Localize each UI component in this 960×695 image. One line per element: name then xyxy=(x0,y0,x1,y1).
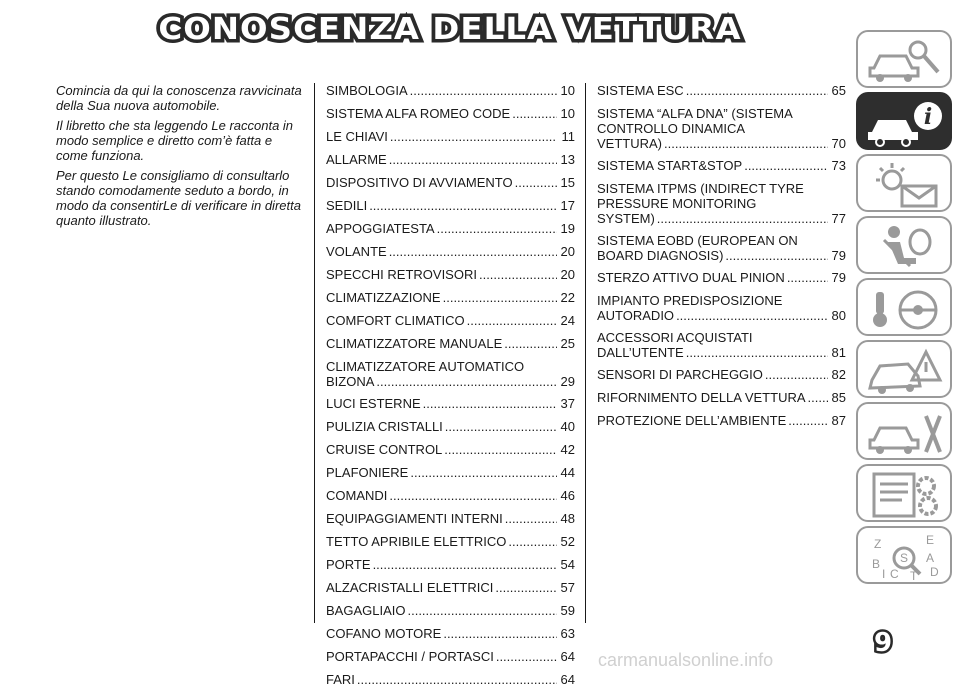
toc-page-number: 29 xyxy=(560,374,575,389)
toc-entry[interactable] xyxy=(597,293,846,323)
toc-leader-dots xyxy=(407,603,557,618)
toc-page-number: 73 xyxy=(831,158,846,173)
toc-entry-title: PROTEZIONE DELL’AMBIENTE xyxy=(597,413,787,428)
toc-leader-dots xyxy=(376,374,557,389)
toc-entry-title: COMANDI xyxy=(326,488,388,503)
emergency-car-icon xyxy=(866,346,946,396)
toc-entry-title: VETTURA) xyxy=(597,136,662,151)
toc-entry[interactable] xyxy=(326,465,575,480)
key-steering-wheel-icon xyxy=(866,284,946,334)
toc-page-number: 17 xyxy=(560,198,575,213)
toc-page-number: 24 xyxy=(560,313,575,328)
toc-page-number: 48 xyxy=(560,511,575,526)
index-letter: A xyxy=(926,551,935,565)
toc-entry-title: COMFORT CLIMATICO xyxy=(326,313,465,328)
toc-entry[interactable] xyxy=(597,106,846,151)
toc-entry-title: RIFORNIMENTO DELLA VETTURA xyxy=(597,390,806,405)
toc-page-number: 64 xyxy=(560,672,575,687)
index-letter: D xyxy=(930,565,939,579)
toc-leader-dots xyxy=(410,83,557,98)
toc-leader-dots xyxy=(808,390,828,405)
toc-entry[interactable] xyxy=(326,336,575,351)
toc-entry-title: DISPOSITIVO DI AVVIAMENTO xyxy=(326,175,513,190)
toc-page-number: 44 xyxy=(560,465,575,480)
toc-page-number: 54 xyxy=(560,557,575,572)
toc-entry-title: SEDILI xyxy=(326,198,368,213)
tab-index[interactable] xyxy=(856,526,952,584)
toc-entry[interactable] xyxy=(326,626,575,641)
warning-lights-icon xyxy=(866,160,946,210)
airbag-seat-icon xyxy=(866,222,946,272)
toc-entry-title: PORTAPACCHI / PORTASCI xyxy=(326,649,494,664)
toc-entry[interactable] xyxy=(326,603,575,618)
toc-entry-title: CLIMATIZZAZIONE xyxy=(326,290,441,305)
toc-page-number: 20 xyxy=(560,267,575,282)
index-letters-icon xyxy=(866,532,946,582)
toc-page-number: 59 xyxy=(560,603,575,618)
toc-page-number: 20 xyxy=(560,244,575,259)
toc-page-number: 70 xyxy=(831,136,846,151)
toc-entry-title: SPECCHI RETROVISORI xyxy=(326,267,477,282)
toc-leader-dots xyxy=(444,442,557,457)
toc-entry[interactable] xyxy=(326,649,575,664)
toc-entry-title: CONTROLLO DINAMICA xyxy=(597,121,746,136)
toc-page-number: 46 xyxy=(560,488,575,503)
toc-leader-dots xyxy=(512,106,557,121)
specs-gear-icon xyxy=(866,470,946,520)
toc-entry-title: PULIZIA CRISTALLI xyxy=(326,419,443,434)
toc-leader-dots xyxy=(496,649,557,664)
toc-entry[interactable] xyxy=(326,511,575,526)
toc-leader-dots xyxy=(725,248,828,263)
column-divider xyxy=(314,83,315,623)
toc-leader-dots xyxy=(437,221,557,236)
toc-column-2 xyxy=(597,83,846,436)
tab-maintenance[interactable] xyxy=(856,402,952,460)
toc-leader-dots xyxy=(664,136,828,151)
toc-page-number: 19 xyxy=(560,221,575,236)
toc-entry[interactable] xyxy=(597,233,846,263)
toc-leader-dots xyxy=(423,396,557,411)
toc-entry-title: BIZONA xyxy=(326,374,375,389)
toc-leader-dots xyxy=(495,580,557,595)
toc-entry-title: BAGAGLIAIO xyxy=(326,603,406,618)
toc-entry[interactable] xyxy=(326,198,575,213)
toc-entry[interactable] xyxy=(326,313,575,328)
toc-entry-title: SISTEMA START&STOP xyxy=(597,158,743,173)
toc-entry-title: FARI xyxy=(326,672,355,687)
toc-page-number: 10 xyxy=(560,106,575,121)
toc-entry-title: IMPIANTO PREDISPOSIZIONE xyxy=(597,293,783,308)
page-number: 9 xyxy=(874,628,893,658)
toc-leader-dots xyxy=(369,198,557,213)
car-info-icon xyxy=(866,98,946,148)
tab-car-info[interactable] xyxy=(856,92,952,150)
toc-page-number: 13 xyxy=(560,152,575,167)
toc-entry-title: DALL’UTENTE xyxy=(597,345,684,360)
toc-page-number: 22 xyxy=(560,290,575,305)
toc-entry-title: COFANO MOTORE xyxy=(326,626,442,641)
column-divider xyxy=(585,83,586,623)
toc-leader-dots xyxy=(390,129,557,144)
toc-entry-title: SENSORI DI PARCHEGGIO xyxy=(597,367,763,382)
toc-page-number: 57 xyxy=(560,580,575,595)
toc-entry[interactable] xyxy=(326,359,575,389)
toc-leader-dots xyxy=(505,511,557,526)
toc-page-number: 10 xyxy=(560,83,575,98)
toc-page-number: 64 xyxy=(560,649,575,664)
toc-entry-title: TETTO APRIBILE ELETTRICO xyxy=(326,534,507,549)
toc-entry[interactable] xyxy=(597,83,846,98)
toc-entry[interactable] xyxy=(326,488,575,503)
index-letter: Z xyxy=(874,537,882,551)
tab-car-controls[interactable] xyxy=(856,30,952,88)
toc-leader-dots xyxy=(686,345,828,360)
toc-page-number: 65 xyxy=(831,83,846,98)
index-letter: T xyxy=(910,569,918,582)
intro-text xyxy=(56,83,306,233)
toc-entry[interactable] xyxy=(326,557,575,572)
toc-leader-dots xyxy=(410,465,557,480)
toc-leader-dots xyxy=(504,336,557,351)
toc-entry[interactable] xyxy=(326,290,575,305)
toc-leader-dots xyxy=(788,413,828,428)
toc-entry[interactable] xyxy=(326,396,575,411)
index-letter: C xyxy=(890,567,899,581)
toc-entry-title: BOARD DIAGNOSIS) xyxy=(597,248,724,263)
toc-page-number: 77 xyxy=(831,211,846,226)
toc-entry[interactable] xyxy=(326,83,575,98)
tab-warning-lights[interactable] xyxy=(856,154,952,212)
toc-page-number: 81 xyxy=(831,345,846,360)
toc-entry-title: CLIMATIZZATORE MANUALE xyxy=(326,336,503,351)
toc-entry[interactable] xyxy=(326,580,575,595)
toc-entry-title: LUCI ESTERNE xyxy=(326,396,421,411)
tab-emergency[interactable] xyxy=(856,340,952,398)
car-service-icon xyxy=(866,408,946,458)
toc-page-number: 82 xyxy=(831,367,846,382)
toc-entry-title: SISTEMA EOBD (EUROPEAN ON xyxy=(597,233,798,248)
toc-entry[interactable] xyxy=(597,390,846,405)
toc-page-number: 80 xyxy=(831,308,846,323)
toc-leader-dots xyxy=(445,419,557,434)
tab-starting-driving[interactable] xyxy=(856,278,952,336)
toc-leader-dots xyxy=(787,270,828,285)
toc-page-number: 40 xyxy=(560,419,575,434)
toc-page-number: 87 xyxy=(831,413,846,428)
intro-paragraph: Il libretto che sta leggendo Le racconta in modo semplice e diretto com’è fatta e come funziona. xyxy=(56,118,294,163)
toc-entry-title: PLAFONIERE xyxy=(326,465,409,480)
toc-leader-dots xyxy=(765,367,828,382)
tab-safety[interactable] xyxy=(856,216,952,274)
toc-entry-title: PRESSURE MONITORING xyxy=(597,196,757,211)
chapter-tabs xyxy=(856,30,960,588)
toc-page-number: 52 xyxy=(560,534,575,549)
index-letter: I xyxy=(882,567,886,581)
toc-entry[interactable] xyxy=(597,330,846,360)
toc-entry[interactable] xyxy=(326,106,575,121)
toc-leader-dots xyxy=(467,313,557,328)
toc-entry[interactable] xyxy=(326,672,575,687)
toc-leader-dots xyxy=(508,534,557,549)
toc-leader-dots xyxy=(373,557,557,572)
toc-leader-dots xyxy=(479,267,557,282)
toc-leader-dots xyxy=(443,290,557,305)
toc-entry-title: SYSTEM) xyxy=(597,211,655,226)
toc-entry[interactable] xyxy=(326,175,575,190)
toc-leader-dots xyxy=(676,308,828,323)
svg-text:i: i xyxy=(923,104,933,130)
toc-entry[interactable] xyxy=(597,270,846,285)
toc-entry[interactable] xyxy=(597,413,846,428)
toc-entry-title: ALZACRISTALLI ELETTRICI xyxy=(326,580,494,595)
intro-paragraph: Per questo Le consigliamo di consultarlo stando comodamente seduto a bordo, in modo da consentirLe di verificare in diretta quanto illustrato. xyxy=(56,168,301,228)
toc-entry-title: PORTE xyxy=(326,557,371,572)
toc-entry-title: SISTEMA ITPMS (INDIRECT TYRE xyxy=(597,181,804,196)
toc-entry[interactable] xyxy=(597,181,846,226)
toc-entry[interactable] xyxy=(326,419,575,434)
toc-page-number: 79 xyxy=(831,248,846,263)
toc-entry-title: STERZO ATTIVO DUAL PINION xyxy=(597,270,785,285)
toc-entry[interactable] xyxy=(326,267,575,282)
toc-entry-title: SIMBOLOGIA xyxy=(326,83,408,98)
toc-entry-title: SISTEMA ESC xyxy=(597,83,684,98)
toc-leader-dots xyxy=(443,626,557,641)
toc-entry-title: ALLARME xyxy=(326,152,387,167)
watermark: carmanualsonline.info xyxy=(598,650,774,670)
toc-entry-title: SISTEMA ALFA ROMEO CODE xyxy=(326,106,511,121)
toc-page-number: 63 xyxy=(560,626,575,641)
toc-leader-dots xyxy=(357,672,557,687)
toc-column-1 xyxy=(326,83,575,695)
toc-leader-dots xyxy=(389,244,557,259)
toc-entry-title: CRUISE CONTROL xyxy=(326,442,443,457)
toc-entry-title: EQUIPAGGIAMENTI INTERNI xyxy=(326,511,503,526)
toc-page-number: 79 xyxy=(831,270,846,285)
index-letter: B xyxy=(872,557,881,571)
toc-leader-dots xyxy=(686,83,828,98)
toc-entry-title: APPOGGIATESTA xyxy=(326,221,435,236)
toc-entry-title: AUTORADIO xyxy=(597,308,675,323)
toc-leader-dots xyxy=(515,175,557,190)
toc-leader-dots xyxy=(389,488,557,503)
toc-page-number: 42 xyxy=(560,442,575,457)
intro-paragraph: Comincia da qui la conoscenza ravvicinata della Sua nuova automobile. xyxy=(56,83,302,113)
toc-entry[interactable] xyxy=(326,244,575,259)
toc-entry-title: VOLANTE xyxy=(326,244,387,259)
toc-entry[interactable] xyxy=(326,129,575,144)
toc-leader-dots xyxy=(744,158,828,173)
toc-leader-dots xyxy=(657,211,828,226)
toc-entry-title: CLIMATIZZATORE AUTOMATICO xyxy=(326,359,525,374)
toc-page-number: 25 xyxy=(560,336,575,351)
toc-entry[interactable] xyxy=(326,152,575,167)
toc-entry-title: SISTEMA “ALFA DNA” (SISTEMA xyxy=(597,106,793,121)
toc-entry[interactable] xyxy=(597,158,846,173)
page-title: CONOSCENZA DELLA VETTURA xyxy=(158,12,742,47)
toc-entry-title: ACCESSORI ACQUISTATI xyxy=(597,330,753,345)
toc-entry[interactable] xyxy=(326,221,575,236)
toc-entry[interactable] xyxy=(597,367,846,382)
toc-page-number: 15 xyxy=(560,175,575,190)
toc-page-number: 11 xyxy=(561,129,575,144)
index-letter: E xyxy=(926,533,935,547)
car-magnifier-icon xyxy=(866,36,946,86)
toc-leader-dots xyxy=(389,152,557,167)
tab-technical-specs[interactable] xyxy=(856,464,952,522)
index-letter: S xyxy=(900,551,909,565)
toc-entry[interactable] xyxy=(326,442,575,457)
toc-entry-title: LE CHIAVI xyxy=(326,129,388,144)
toc-entry[interactable] xyxy=(326,534,575,549)
toc-page-number: 85 xyxy=(831,390,846,405)
toc-page-number: 37 xyxy=(560,396,575,411)
